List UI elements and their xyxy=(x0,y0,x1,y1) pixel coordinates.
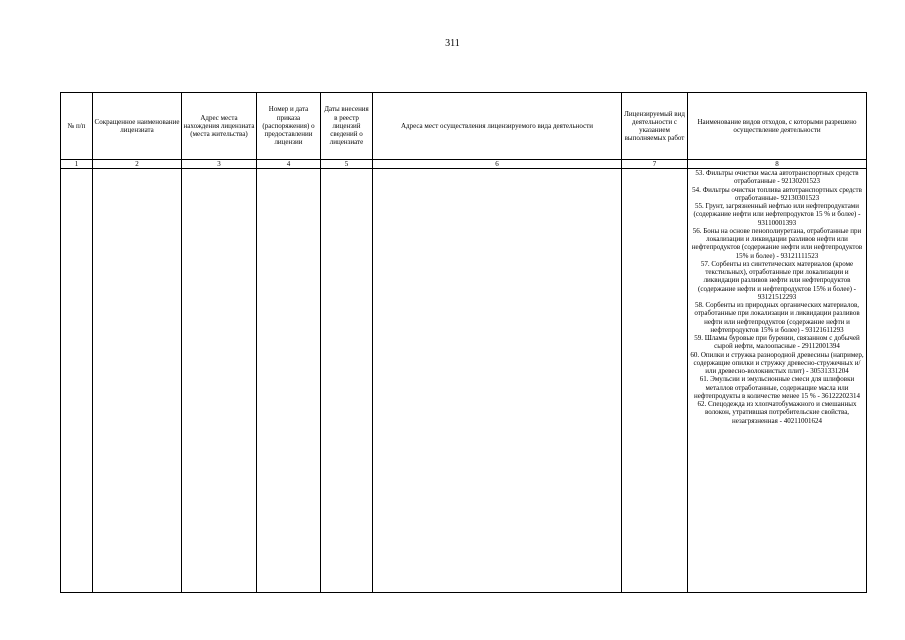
header-cell: Даты внесения в реестр лицензий сведений о лицензиате xyxy=(321,93,373,160)
column-number: 1 xyxy=(61,160,93,169)
column-number: 2 xyxy=(93,160,182,169)
list-item: 54. Фильтры очистки топлива автотранспортных средств отработанные- 92130301523 xyxy=(692,185,862,202)
header-cell: № п/п xyxy=(61,93,93,160)
header-cell: Адреса мест осуществления лицензируемого вида деятельности xyxy=(373,93,622,160)
table-cell xyxy=(257,169,321,593)
table-cell xyxy=(182,169,257,593)
column-number: 7 xyxy=(622,160,688,169)
table-cell xyxy=(622,169,688,593)
list-item: 56. Боны на основе пенополиуретана, отработанные при локализации и ликвидации разливов нефти или нефтепродуктов (содержание нефти или нефтепродуктов 15% и более) - 93121111523 xyxy=(691,226,863,260)
waste-list xyxy=(689,169,865,425)
header-cell: Номер и дата приказа (распоряжения) о предоставлении лицензии xyxy=(257,93,321,160)
table-cell xyxy=(373,169,622,593)
list-item: 62. Спецодежда из хлопчатобумажного и смешанных волокон, утратившая потребительские свойства, незагрязненная - 40211001624 xyxy=(697,400,857,425)
list-item: 57. Сорбенты из синтетических материалов (кроме текстильных), отработанные при локализации и ликвидации разливов нефти или нефтепродуктов (содержание нефти и нефтепродуктов 15% и более) - 93121512293 xyxy=(698,259,856,301)
column-number: 4 xyxy=(257,160,321,169)
table-cell xyxy=(93,169,182,593)
license-registry-table xyxy=(60,92,867,593)
header-cell: Наименование видов отходов, с которыми разрешено осуществление деятельности xyxy=(688,93,867,160)
column-number: 6 xyxy=(373,160,622,169)
list-item: 60. Опилки и стружка разнородной древесины (например, содержащие опилки и стружку древесно-стружечных и/или древесно-волокнистых плит) - 30531331204 xyxy=(690,350,864,375)
header-cell: Адрес места нахождения лицензиата (места жительства) xyxy=(182,93,257,160)
header-row xyxy=(61,93,867,160)
header-cell: Сокращенное наименование лицензиата xyxy=(93,93,182,160)
column-number-row xyxy=(61,160,867,169)
table-row xyxy=(61,169,867,593)
list-item: 53. Фильтры очистки масла автотранспортных средств отработанные - 92130201523 xyxy=(695,169,859,186)
list-item: 58. Сорбенты из природных органических материалов, отработанные при локализации и ликвидации разливов нефти или нефтепродуктов (содержание нефти и нефтепродуктов 15% и более) - 93121611293 xyxy=(694,301,860,334)
list-item: 59. Шламы буровые при бурении, связанном с добычей сырой нефти, малоопасные - 29112001394 xyxy=(694,334,860,351)
waste-types-cell xyxy=(688,169,867,593)
column-number: 8 xyxy=(688,160,867,169)
table-cell xyxy=(61,169,93,593)
table-cell xyxy=(321,169,373,593)
column-number: 3 xyxy=(182,160,257,169)
header-cell: Лицензируемый вид деятельности с указанием выполняемых работ xyxy=(622,93,688,160)
list-item: 61. Эмульсии и эмульсионные смеси для шлифовки металлов отработанные, содержащие масла или нефтепродукты в количестве менее 15 % - 36122202314 xyxy=(693,375,861,400)
column-number: 5 xyxy=(321,160,373,169)
page-number: 311 xyxy=(445,38,460,49)
list-item: 55. Грунт, загрязненный нефтью или нефтепродуктами (содержание нефти или нефтепродуктов 15 % и более) - 93110001393 xyxy=(693,202,861,227)
